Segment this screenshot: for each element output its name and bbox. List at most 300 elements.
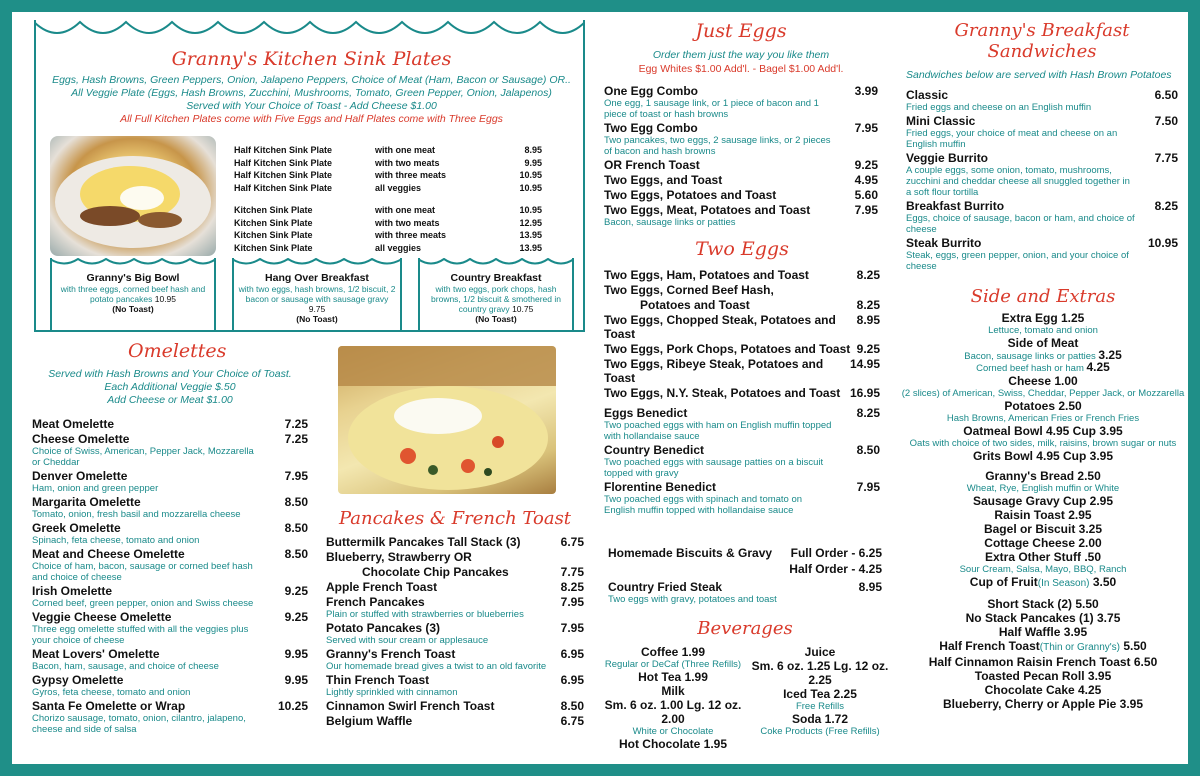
side-item	[898, 469, 1188, 494]
two-eggs-item-price: 16.95	[849, 386, 880, 400]
side-name-text: Sausage Gravy Cup 2.95	[972, 494, 1114, 508]
sandwich-item-desc: Fried eggs and cheese on an English muffin	[906, 102, 1092, 113]
pancake-item-price: 6.75	[560, 714, 584, 728]
beverage-item	[598, 670, 748, 684]
benedict-item-desc: Two poached eggs with ham on English muffin topped with hollandaise sauce	[604, 420, 832, 442]
just-eggs-item-desc: One egg, 1 sausage link, or 1 piece of bacon and 1 piece of toast or hash browns	[604, 98, 819, 120]
side-desc	[898, 413, 1188, 424]
sandwiches-sub: Sandwiches below are served with Hash Brown Potatoes	[906, 69, 1172, 81]
omelette-item-price: 9.25	[284, 584, 308, 598]
just-eggs-item-row	[604, 158, 878, 172]
just-eggs-list	[604, 84, 878, 228]
side-desc-price: 3.25	[1098, 348, 1122, 362]
pancake-item-row	[326, 550, 584, 564]
pancake-item-row	[326, 673, 584, 687]
beverage-name: Hot Tea 1.99	[638, 670, 708, 684]
side-desc	[898, 388, 1188, 399]
side-name	[898, 550, 1188, 564]
side-name	[898, 424, 1188, 438]
side-item	[898, 597, 1188, 611]
sandwich-item-name: Breakfast Burrito	[906, 199, 1005, 213]
pancakes-section	[326, 508, 584, 729]
just-eggs-sub: Order them just the way you like them	[652, 49, 830, 61]
box-price: 9.75	[308, 304, 326, 314]
two-eggs-item-name: Two Eggs, Ham, Potatoes and Toast	[604, 268, 809, 282]
box-desc-text: with two eggs, hash browns, 1/2 biscuit, 2 bacon or sausage with sausage gravy	[238, 284, 396, 304]
side-name	[898, 536, 1188, 550]
omelette-item	[32, 647, 308, 672]
omelette-item-name: Gypsy Omelette	[32, 673, 124, 687]
plate-price: 10.95	[519, 170, 542, 181]
plate-name: Half Kitchen Sink Plate	[234, 145, 333, 155]
sandwich-item-price: 7.75	[1154, 151, 1178, 165]
side-item	[898, 697, 1188, 711]
just-eggs-item	[604, 84, 878, 120]
box-desc	[52, 284, 214, 304]
two-eggs-item-name: Potatoes and Toast	[640, 298, 750, 312]
just-eggs-item-name: OR French Toast	[604, 158, 700, 172]
sandwich-item-row	[906, 199, 1178, 213]
pancake-item-name: Cinnamon Swirl French Toast	[326, 699, 495, 713]
plate-option: with three meats	[375, 170, 447, 181]
just-eggs-sub2: Egg Whites $1.00 Add'l. - Bagel $1.00 Add'l.	[638, 63, 844, 75]
benedict-item-row	[604, 443, 880, 457]
plate-name: Kitchen Sink Plate	[234, 217, 313, 228]
two-eggs-item-price: 8.25	[856, 298, 880, 312]
omelette-item-desc: Bacon, ham, sausage, and choice of cheese	[32, 661, 219, 672]
side-desc-text: Oats with choice of two sides, milk, raisins, brown sugar or nuts	[909, 438, 1177, 449]
two-eggs-item-price: 9.25	[856, 342, 880, 356]
pancake-item-name: Chocolate Chip Pancakes	[362, 565, 509, 579]
side-season: (In Season)	[1037, 578, 1090, 589]
side-name-text: Short Stack (2) 5.50	[987, 597, 1099, 611]
two-eggs-title: Two Eggs	[695, 238, 789, 260]
side-desc-text: (2 slices) of American, Swiss, Cheddar, Pepper Jack, or Mozzarella	[901, 388, 1185, 399]
side-season: (Thin or Granny's)	[1039, 642, 1121, 653]
omelette-item-price: 7.95	[284, 469, 308, 483]
omelette-item	[32, 584, 308, 609]
beverages-left	[598, 645, 748, 751]
side-season-price: 5.50	[1120, 639, 1147, 653]
just-eggs-item-desc: Two pancakes, two eggs, 2 sausage links, or 2 pieces of bacon and hash browns	[604, 135, 831, 157]
side-item	[898, 536, 1188, 550]
beverages-title: Beverages	[697, 618, 793, 639]
omelette-item-row	[32, 610, 308, 624]
kitchen-note: All Full Kitchen Plates come with Five Eggs and Half Plates come with Three Eggs	[120, 113, 503, 125]
box-desc-text: with three eggs, corned beef hash and potato pancakes	[60, 284, 206, 304]
pancake-item	[326, 621, 584, 646]
omelettes-section	[32, 340, 308, 736]
pancake-item-row	[326, 580, 584, 594]
omelette-item-row	[32, 432, 308, 446]
just-eggs-item-name: Two Egg Combo	[604, 121, 698, 135]
omelette-item-price: 7.25	[284, 432, 308, 446]
wave-border	[232, 258, 402, 268]
two-eggs-item	[604, 298, 880, 312]
benedict-item-name: Eggs Benedict	[604, 406, 688, 420]
two-eggs-item	[604, 342, 880, 356]
omelette-item-name: Santa Fe Omelette or Wrap	[32, 699, 186, 713]
sandwich-item-row	[906, 88, 1178, 102]
omelette-item	[32, 699, 308, 735]
side-desc	[898, 362, 1188, 374]
two-eggs-item	[604, 313, 880, 341]
benedict-item	[604, 406, 880, 442]
beverage-desc: Regular or DeCaf (Three Refills)	[604, 659, 742, 670]
benedict-item-row	[604, 406, 880, 420]
omelette-item-desc: Three egg omelette stuffed with all the veggies plus your choice of cheese	[32, 624, 249, 646]
side-item	[898, 550, 1188, 575]
plate-image-icon	[50, 136, 216, 256]
sandwich-item-name: Classic	[906, 88, 949, 102]
beverage-name: Milk	[661, 684, 685, 698]
pancake-item-name: French Pancakes	[326, 595, 425, 609]
omelette-item-desc: Gyros, feta cheese, tomato and onion	[32, 687, 191, 698]
omelette-item-desc: Chorizo sausage, tomato, onion, cilantro, jalapeno, cheese and side of salsa	[32, 713, 246, 735]
plate-option: all veggies	[375, 242, 422, 253]
benedict-item-row	[604, 480, 880, 494]
omelette-item-name: Meat Lovers' Omelette	[32, 647, 160, 661]
plate-name: Half Kitchen Sink Plate	[234, 182, 333, 193]
just-eggs-item-row	[604, 173, 878, 187]
omelette-item-row	[32, 647, 308, 661]
side-item	[898, 399, 1188, 424]
beverage-name: Coffee 1.99	[640, 645, 706, 659]
cfs-price: 8.95	[858, 580, 882, 594]
pancake-item-row	[326, 699, 584, 713]
pancake-item-row	[326, 535, 584, 549]
kitchen-sink-photo	[50, 136, 216, 256]
omelette-item-price: 9.25	[284, 610, 308, 624]
big-bowl-box	[50, 258, 216, 332]
just-eggs-item-name: Two Eggs, Meat, Potatoes and Toast	[604, 203, 811, 217]
box-desc	[420, 284, 572, 314]
omelette-item-name: Irish Omelette	[32, 584, 113, 598]
plate-price: 12.95	[519, 217, 542, 228]
beverage-item	[598, 645, 748, 670]
omelette-item-price: 9.95	[284, 647, 308, 661]
benedict-item-price: 7.95	[856, 480, 880, 494]
side-desc	[898, 438, 1188, 449]
country-breakfast-box	[418, 258, 574, 332]
half-row	[234, 182, 542, 195]
beverage-item	[748, 687, 892, 712]
side-name-text: Potatoes 2.50	[1004, 399, 1082, 413]
side-item	[898, 655, 1188, 669]
plate-option: with three meats	[375, 230, 447, 241]
pancake-item-price: 6.75	[560, 535, 584, 549]
pancake-item-price: 7.95	[560, 621, 584, 635]
cfs-name: Country Fried Steak	[608, 580, 723, 594]
side-item	[898, 449, 1188, 463]
just-eggs-section	[604, 20, 878, 229]
pancake-item	[326, 714, 584, 728]
two-eggs-item-row	[604, 342, 880, 356]
just-eggs-item-price: 7.95	[854, 203, 878, 217]
just-eggs-item-row	[604, 188, 878, 202]
side-name	[898, 575, 1188, 591]
omelette-item-desc: Tomato, onion, fresh basil and mozzarella cheese	[32, 509, 241, 520]
omelette-item-name: Greek Omelette	[32, 521, 121, 535]
beverage-name: Iced Tea 2.25	[783, 687, 857, 701]
kitchen-line3: Served with Your Choice of Toast - Add Cheese $1.00	[186, 100, 437, 112]
omelette-item-price: 7.25	[284, 417, 308, 431]
two-eggs-item	[604, 386, 880, 400]
side-item	[898, 669, 1188, 683]
omelette-item	[32, 521, 308, 546]
two-eggs-section	[604, 238, 880, 517]
side-name	[898, 683, 1188, 697]
sandwich-item-desc: A couple eggs, some onion, tomato, mushrooms, zucchini and cheddar cheese all snuggled together in a soft flour tortilla	[906, 165, 1130, 198]
beverage-name: Juice	[804, 645, 836, 659]
omelettes-sub3: Add Cheese or Meat $1.00	[107, 394, 233, 406]
two-eggs-item-price: 14.95	[849, 357, 880, 371]
two-eggs-item	[604, 357, 880, 385]
pancake-item-name: Apple French Toast	[326, 580, 438, 594]
box-price: 10.95	[154, 294, 177, 304]
beverage-name: Sm. 6 oz. 1.25 Lg. 12 oz. 2.25	[751, 659, 889, 687]
benedict-item-price: 8.50	[856, 443, 880, 457]
full-plate-table	[234, 204, 542, 254]
side-item	[898, 625, 1188, 639]
side-name	[898, 399, 1188, 413]
just-eggs-item-name: One Egg Combo	[604, 84, 698, 98]
omelette-item-desc: Ham, onion and green pepper	[32, 483, 159, 494]
side-item	[898, 336, 1188, 350]
plate-price: 8.95	[524, 145, 542, 155]
wave-border	[418, 258, 574, 268]
side-name	[898, 469, 1188, 483]
side-name-text: Bagel or Biscuit 3.25	[983, 522, 1103, 536]
sides-title: Side and Extras	[970, 286, 1116, 307]
side-item	[898, 522, 1188, 536]
pancake-item-desc: Lightly sprinkled with cinnamon	[326, 687, 458, 698]
side-name-text: Side of Meat	[1007, 336, 1079, 350]
sandwich-item-desc: Fried eggs, your choice of meat and cheese on an English muffin	[906, 128, 1118, 150]
pancake-item-desc: Our homemade bread gives a twist to an old favorite	[326, 661, 547, 672]
pancake-item	[326, 647, 584, 672]
biscuits-full: Full Order - 6.25	[790, 546, 882, 560]
pancake-item-name: Potato Pancakes (3)	[326, 621, 441, 635]
side-desc	[898, 564, 1188, 575]
biscuits-half: Half Order - 4.25	[789, 562, 882, 576]
omelette-item-price: 8.50	[284, 547, 308, 561]
cfs-desc: Two eggs with gravy, potatoes and toast	[608, 594, 777, 605]
side-name-text: Chocolate Cake 4.25	[984, 683, 1102, 697]
side-item	[898, 494, 1188, 508]
box-note: (No Toast)	[296, 314, 338, 324]
beverage-item	[748, 659, 892, 687]
beverage-item	[598, 684, 748, 698]
sandwich-item-desc: Steak, eggs, green pepper, onion, and your choice of cheese	[906, 250, 1129, 272]
side-desc-text: Wheat, Rye, English muffin or White	[966, 483, 1120, 494]
omelette-item	[32, 495, 308, 520]
side-season-price: 3.50	[1089, 575, 1117, 589]
omelette-item-row	[32, 547, 308, 561]
side-name	[898, 336, 1188, 350]
side-name	[898, 625, 1188, 639]
just-eggs-item-row	[604, 121, 878, 135]
plate-name: Half Kitchen Sink Plate	[234, 157, 333, 168]
kitchen-line1: Eggs, Hash Browns, Green Peppers, Onion, Jalapeno Peppers, Choice of Meat (Ham, Bacon or Sausage) OR..	[52, 74, 571, 86]
pancake-item-price: 6.95	[560, 673, 584, 687]
pancake-item-desc: Served with sour cream or applesauce	[326, 635, 489, 646]
side-item	[898, 611, 1188, 625]
pancake-item	[326, 535, 584, 549]
side-name	[898, 522, 1188, 536]
side-name-text: Toasted Pecan Roll 3.95	[974, 669, 1112, 683]
beverages-right	[748, 645, 892, 751]
box-title: Granny's Big Bowl	[86, 272, 180, 284]
plate-price: 9.95	[524, 157, 542, 168]
plate-name: Half Kitchen Sink Plate	[234, 170, 333, 181]
side-desc-text: Sour Cream, Salsa, Mayo, BBQ, Ranch	[959, 564, 1127, 575]
two-eggs-item-name: Two Eggs, Pork Chops, Potatoes and Toast	[604, 342, 851, 356]
omelette-item-row	[32, 495, 308, 509]
plate-name: Kitchen Sink Plate	[234, 242, 313, 253]
sandwich-item-desc: Eggs, choice of sausage, bacon or ham, and choice of cheese	[906, 213, 1135, 235]
pancake-list	[326, 535, 584, 728]
sandwich-item-row	[906, 114, 1178, 128]
just-eggs-item-desc: Bacon, sausage links or patties	[604, 217, 736, 228]
two-eggs-item-row	[604, 268, 880, 282]
half-row	[234, 144, 542, 157]
omelette-image-icon	[338, 346, 556, 494]
just-eggs-item-price: 3.99	[854, 84, 878, 98]
side-name	[898, 494, 1188, 508]
omelette-item-desc: Choice of ham, bacon, sausage or corned beef hash and choice of cheese	[32, 561, 253, 583]
pancake-item-name: Buttermilk Pancakes Tall Stack (3)	[326, 535, 521, 549]
side-name	[898, 374, 1188, 388]
beverage-name: Soda 1.72	[791, 712, 849, 726]
two-eggs-item-name: Two Eggs, N.Y. Steak, Potatoes and Toast	[604, 386, 841, 400]
plate-price: 13.95	[519, 242, 542, 253]
side-name-text: Cottage Cheese 2.00	[984, 536, 1102, 550]
pancake-item-price: 6.95	[560, 647, 584, 661]
sandwich-item	[906, 114, 1178, 150]
just-eggs-item	[604, 173, 878, 187]
kitchen-title: Granny's Kitchen Sink Plates	[171, 48, 452, 70]
side-item	[898, 575, 1188, 591]
just-eggs-item-row	[604, 203, 878, 217]
half-row	[234, 157, 542, 170]
full-row	[234, 242, 542, 255]
two-eggs-item-row	[604, 283, 880, 297]
sandwich-item	[906, 88, 1178, 113]
omelette-item-row	[32, 521, 308, 535]
box-title: Country Breakfast	[450, 272, 542, 284]
side-name	[898, 311, 1188, 325]
just-eggs-item-price: 4.95	[854, 173, 878, 187]
omelettes-title: Omelettes	[128, 340, 227, 362]
hang-over-box	[232, 258, 402, 332]
omelette-item	[32, 469, 308, 494]
biscuits-row	[608, 546, 882, 560]
side-desc-text: Hash Browns, American Fries or French Fries	[946, 413, 1140, 424]
side-name	[898, 508, 1188, 522]
beverage-item	[598, 698, 748, 737]
two-eggs-item-price: 8.25	[856, 268, 880, 282]
omelettes-sub1: Served with Hash Browns and Your Choice of Toast.	[48, 368, 292, 380]
pancake-item-price: 7.75	[560, 565, 584, 579]
omelettes-sub	[32, 368, 308, 407]
side-item	[898, 683, 1188, 697]
just-eggs-item	[604, 203, 878, 228]
plate-option: with one meat	[375, 145, 436, 155]
beverages-section	[598, 618, 892, 751]
pancake-item	[326, 699, 584, 713]
beverage-desc: White or Chocolate	[632, 726, 714, 737]
omelette-item-name: Veggie Cheese Omelette	[32, 610, 172, 624]
side-name	[898, 669, 1188, 683]
pancake-item-name: Thin French Toast	[326, 673, 430, 687]
plate-option: with two meats	[375, 157, 440, 168]
omelette-item-desc: Corned beef, green pepper, onion and Swiss cheese	[32, 598, 254, 609]
benedict-item-name: Florentine Benedict	[604, 480, 717, 494]
box-desc	[234, 284, 400, 314]
side-name	[898, 697, 1188, 711]
side-item	[898, 311, 1188, 336]
benedict-list	[604, 406, 880, 516]
omelette-item-row	[32, 673, 308, 687]
side-desc	[898, 350, 1188, 362]
plate-name: Kitchen Sink Plate	[234, 205, 313, 215]
omelette-item-row	[32, 699, 308, 713]
side-desc	[898, 325, 1188, 336]
omelette-item-price: 9.95	[284, 673, 308, 687]
omelette-item-desc: Spinach, feta cheese, tomato and onion	[32, 535, 200, 546]
two-eggs-item-name: Two Eggs, Chopped Steak, Potatoes and Toast	[604, 313, 836, 341]
pancake-item-price: 8.50	[560, 699, 584, 713]
side-name-text: Half French Toast	[939, 639, 1040, 653]
omelette-item-name: Meat Omelette	[32, 417, 115, 431]
side-desc	[898, 483, 1188, 494]
pancake-item	[326, 565, 584, 579]
benedict-item	[604, 480, 880, 516]
sandwiches-title: Granny's Breakfast Sandwiches	[954, 20, 1130, 62]
side-name-text: Extra Other Stuff .50	[984, 550, 1102, 564]
box-desc-text: with two eggs, pork chops, hash browns, 1/2 biscuit & smothered in country gravy	[431, 284, 561, 314]
beverage-item	[598, 737, 748, 751]
just-eggs-item-row	[604, 84, 878, 98]
side-name-text: No Stack Pancakes (1) 3.75	[965, 611, 1121, 625]
omelette-item	[32, 432, 308, 468]
beverages-cols	[598, 645, 892, 751]
beverage-name: Hot Chocolate 1.95	[618, 737, 728, 751]
just-eggs-item-name: Two Eggs, and Toast	[604, 173, 723, 187]
pancake-item-row	[326, 565, 584, 579]
two-eggs-item-price: 8.95	[856, 313, 880, 327]
box-title: Hang Over Breakfast	[265, 272, 369, 284]
side-name	[898, 611, 1188, 625]
sides-list	[898, 311, 1188, 711]
beverage-desc: Coke Products (Free Refills)	[760, 726, 880, 737]
two-eggs-item-row	[604, 357, 880, 385]
sandwich-item-price: 6.50	[1154, 88, 1178, 102]
benedict-item-desc: Two poached eggs with sausage patties on a biscuit topped with gravy	[604, 457, 824, 479]
wave-border	[34, 20, 585, 46]
omelette-item-name: Meat and Cheese Omelette	[32, 547, 185, 561]
beverage-desc: Free Refills	[795, 701, 845, 712]
side-item	[898, 639, 1188, 655]
benedict-item	[604, 443, 880, 479]
sandwich-item-name: Mini Classic	[906, 114, 976, 128]
box-note: (No Toast)	[475, 314, 517, 324]
sandwich-item-name: Steak Burrito	[906, 236, 982, 250]
side-desc-price: 4.25	[1086, 360, 1110, 374]
pancake-item-row	[326, 714, 584, 728]
pancake-item-desc: Plain or stuffed with strawberries or blueberries	[326, 609, 524, 620]
